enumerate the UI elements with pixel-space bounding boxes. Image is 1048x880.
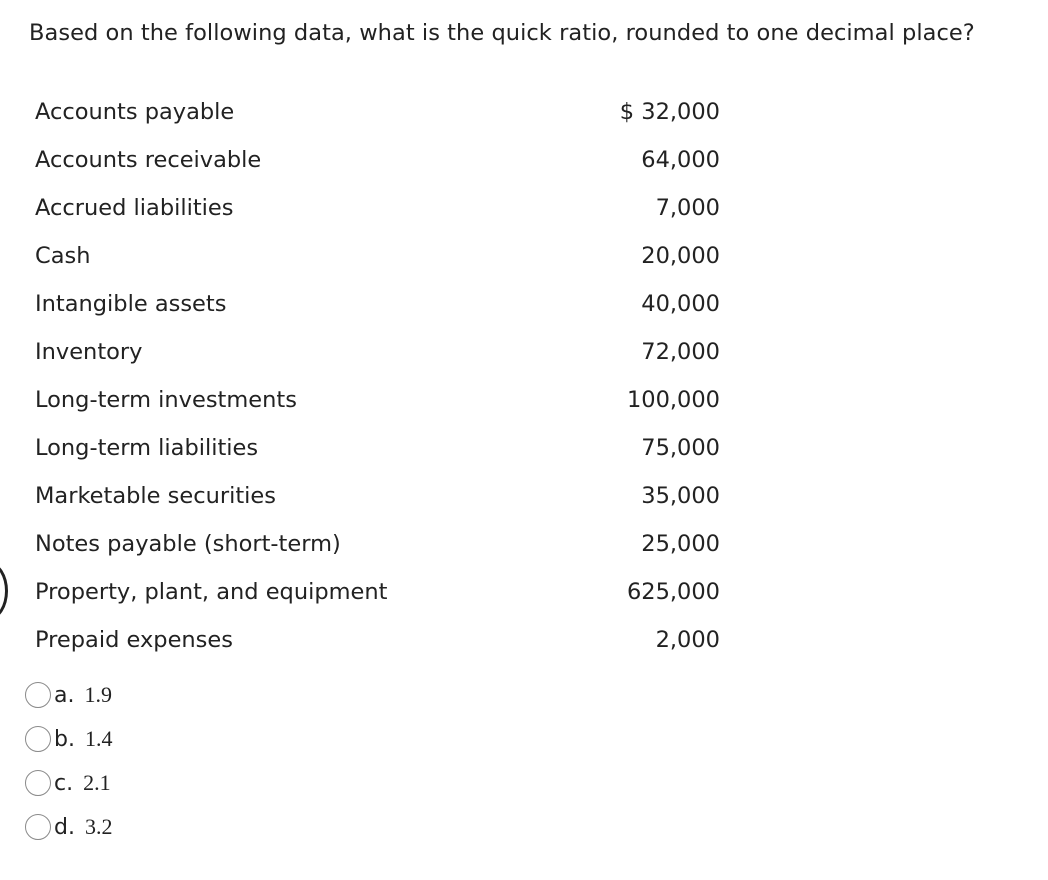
row-value: 7,000	[655, 195, 720, 221]
row-label: Intangible assets	[35, 291, 227, 317]
radio-button-b[interactable]	[25, 726, 51, 752]
option-d[interactable]	[25, 805, 112, 849]
row-label: Long-term investments	[35, 387, 297, 413]
option-letter: b.	[54, 726, 75, 752]
row-value: 72,000	[641, 339, 720, 365]
option-a[interactable]	[25, 673, 112, 717]
table-row	[35, 473, 725, 521]
row-value: 2,000	[655, 627, 720, 653]
row-value: 40,000	[641, 291, 720, 317]
table-row	[35, 569, 725, 617]
row-label: Long-term liabilities	[35, 435, 259, 461]
option-value: 1.4	[84, 726, 113, 751]
row-value: 20,000	[641, 243, 720, 269]
table-row	[35, 281, 725, 329]
row-value: $ 32,000	[619, 99, 720, 125]
table-row	[35, 233, 725, 281]
option-letter: a.	[54, 682, 75, 708]
row-value: 625,000	[626, 579, 720, 605]
table-row	[35, 425, 725, 473]
row-value: 100,000	[626, 387, 720, 413]
row-value: 35,000	[641, 483, 720, 509]
row-label: Notes payable (short-term)	[35, 531, 341, 557]
option-c[interactable]	[25, 761, 112, 805]
row-value: 25,000	[641, 531, 720, 557]
partial-circle-mark	[0, 562, 8, 620]
question-text: Based on the following data, what is the quick ratio, rounded to one decimal place?	[29, 20, 975, 46]
data-table	[35, 89, 725, 665]
option-b[interactable]	[25, 717, 112, 761]
answer-options	[25, 673, 112, 849]
option-value: 3.2	[84, 814, 113, 839]
table-row	[35, 89, 725, 137]
table-row	[35, 185, 725, 233]
table-row	[35, 617, 725, 665]
option-letter: d.	[54, 814, 75, 840]
row-label: Property, plant, and equipment	[35, 579, 388, 605]
row-label: Accounts receivable	[35, 147, 262, 173]
row-label: Cash	[35, 243, 91, 269]
row-label: Prepaid expenses	[35, 627, 233, 653]
table-row	[35, 329, 725, 377]
option-letter: c.	[54, 770, 74, 796]
row-value: 75,000	[641, 435, 720, 461]
row-value: 64,000	[641, 147, 720, 173]
row-label: Marketable securities	[35, 483, 276, 509]
row-label: Accounts payable	[35, 99, 235, 125]
row-label: Inventory	[35, 339, 143, 365]
radio-button-c[interactable]	[25, 770, 51, 796]
option-value: 1.9	[84, 682, 112, 707]
radio-button-d[interactable]	[25, 814, 51, 840]
radio-button-a[interactable]	[25, 682, 51, 708]
table-row	[35, 521, 725, 569]
row-label: Accrued liabilities	[35, 195, 234, 221]
option-value: 2.1	[83, 770, 111, 795]
table-row	[35, 137, 725, 185]
table-row	[35, 377, 725, 425]
